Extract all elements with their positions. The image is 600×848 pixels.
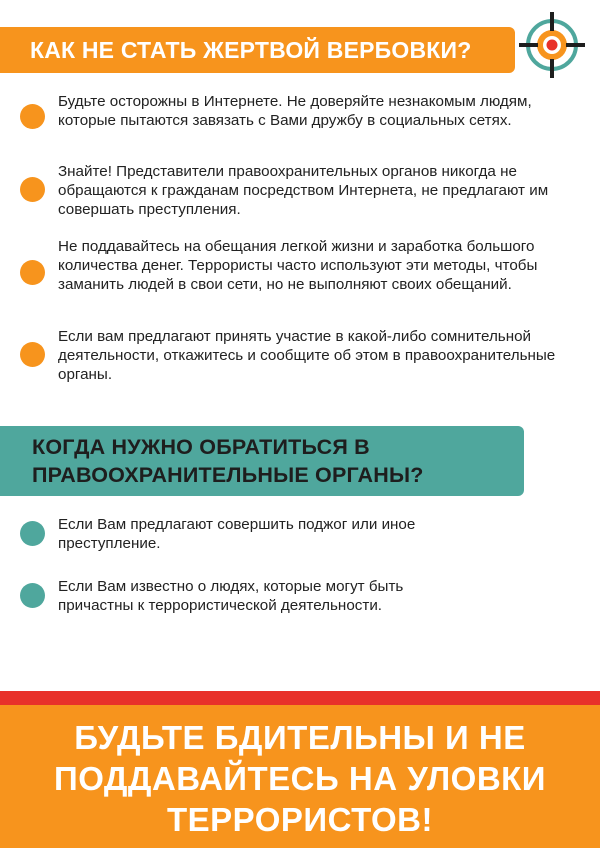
footer-line3: ТЕРРОРИСТОВ!	[167, 801, 433, 838]
bullet-icon	[20, 260, 45, 285]
bullet-icon	[20, 583, 45, 608]
target-icon	[517, 10, 587, 80]
section-banner	[0, 426, 524, 496]
bullet-icon	[20, 104, 45, 129]
footer-line1: БУДЬТЕ БДИТЕЛЬНЫ И НЕ	[74, 719, 526, 756]
footer-banner	[0, 705, 600, 848]
case-text: Если Вам известно о людях, которые могут быть причастны к террористической деятельности.	[58, 578, 404, 614]
bullet-icon	[20, 177, 45, 202]
bullet-icon	[20, 521, 45, 546]
tip-text: Не поддавайтесь на обещания легкой жизни и заработка большого количества денег. Террористы часто используют эти методы, чтобы заманить людей в свои сети, но не выполняют своих обещаний.	[58, 238, 538, 293]
header-banner	[0, 27, 515, 73]
section-title-line2: ПРАВООХРАНИТЕЛЬНЫЕ ОРГАНЫ?	[32, 463, 424, 487]
footer-slogan	[0, 717, 600, 840]
tip-text: Будьте осторожны в Интернете. Не доверяйте незнакомым людям, которые пытаются завязать с Вами дружбу в социальных сетях.	[58, 93, 532, 129]
tip-text: Знайте! Представители правоохранительных органов никогда не обращаются к гражданам посредством Интернета, не предлагают им совершать преступления.	[58, 163, 549, 218]
divider-strip	[0, 691, 600, 705]
header-title: КАК НЕ СТАТЬ ЖЕРТВОЙ ВЕРБОВКИ?	[30, 37, 472, 63]
tip-text: Если вам предлагают принять участие в какой-либо сомнительной деятельности, откажитесь и сообщите об этом в правоохранительные органы.	[58, 328, 556, 383]
footer-line2: ПОДДАВАЙТЕСЬ НА УЛОВКИ	[53, 760, 547, 797]
section-title-line1: КОГДА НУЖНО ОБРАТИТЬСЯ В	[32, 435, 370, 459]
case-text: Если Вам предлагают совершить поджог или иное преступление.	[58, 516, 416, 552]
bullet-icon	[20, 342, 45, 367]
